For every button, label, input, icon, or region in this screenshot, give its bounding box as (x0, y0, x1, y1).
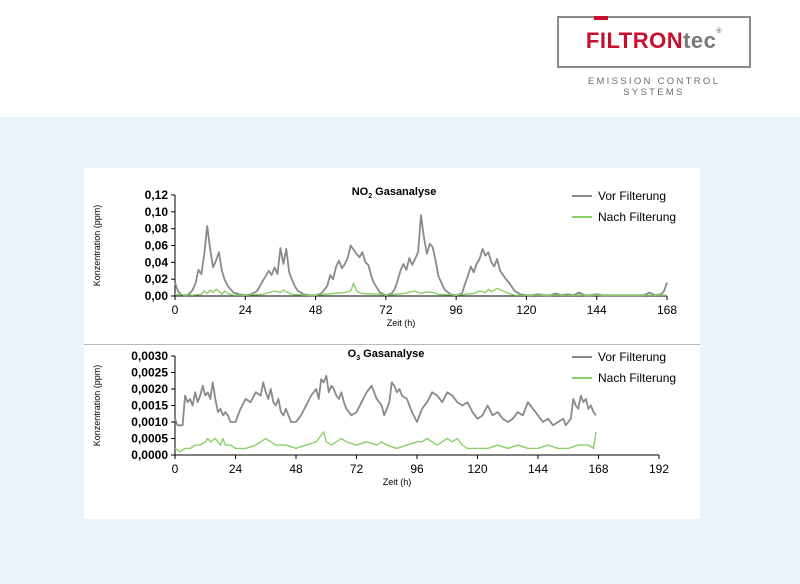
chart-1-y-tick-label: 0,0010 (131, 415, 168, 429)
chart-0-x-tick-label: 168 (656, 303, 678, 317)
chart-0-y-axis-label: Konzentration (ppm) (92, 204, 102, 287)
chart-0-x-tick-label: 24 (238, 303, 252, 317)
chart-0-x-tick-label: 120 (516, 303, 537, 317)
chart-1-y-tick-label: 0,0020 (131, 382, 168, 396)
chart-1-x-axis-label: Zeit (h) (382, 477, 412, 487)
chart-0-y-tick-label: 0,06 (144, 238, 168, 253)
chart-1-y-tick-label: 0,0000 (131, 448, 168, 462)
chart-0-legend-label: Vor Filterung (598, 189, 667, 203)
chart-0-y-tick-label: 0,12 (144, 188, 168, 202)
chart-1-x-tick-label: 144 (527, 462, 549, 476)
chart-1-x-tick-label: 168 (588, 462, 609, 476)
logo-brand-gray: tec (683, 28, 717, 53)
logo-tagline: EMISSION CONTROL SYSTEMS (587, 76, 721, 98)
chart-0-series-line-nach (175, 283, 667, 295)
chart-0-y-tick-label: 0,00 (144, 289, 168, 303)
chart-0-y-tick-label: 0,04 (144, 255, 168, 270)
chart-0-x-tick-label: 48 (308, 303, 323, 317)
chart-1-y-axis-label: Konzentration (ppm) (92, 364, 102, 447)
chart-0-y-tick-label: 0,10 (144, 204, 168, 219)
chart-0-legend-label: Nach Filterung (598, 210, 677, 224)
figure-panel (84, 168, 700, 519)
o3-chart (84, 345, 700, 519)
chart-1-x-tick-label: 0 (171, 462, 179, 476)
chart-1-y-tick-label: 0,0005 (131, 431, 168, 446)
chart-0-series-line-vor (175, 215, 667, 295)
chart-1-x-tick-label: 192 (648, 462, 670, 476)
chart-1-y-tick-label: 0,0015 (131, 398, 168, 413)
logo-accent-bar (594, 16, 608, 20)
chart-0-title: $NO_2$ Gasanalyse (351, 186, 437, 200)
chart-1-title: $O_3$ Gasanalyse (347, 348, 425, 362)
chart-0-y-tick-label: 0,02 (144, 272, 168, 287)
chart-1-series-line-vor (175, 376, 596, 426)
company-logo (557, 16, 751, 98)
no2-chart (84, 168, 700, 344)
logo-registered-mark: ® (716, 28, 723, 35)
chart-0-x-tick-label: 72 (379, 303, 393, 317)
chart-1-x-tick-label: 120 (467, 462, 488, 476)
chart-0-x-tick-label: 96 (449, 303, 463, 317)
chart-1-y-tick-label: 0,0030 (131, 349, 168, 363)
chart-1-series-line-nach (175, 432, 596, 452)
chart-1-x-tick-label: 24 (228, 462, 243, 476)
chart-0-x-axis-label: Zeit (h) (386, 318, 416, 328)
chart-1-legend-label: Vor Filterung (598, 350, 667, 364)
logo-brand-red: FILTRON (585, 28, 684, 53)
chart-0-x-tick-label: 144 (586, 303, 607, 317)
chart-0-x-tick-label: 0 (171, 303, 179, 317)
chart-1-x-tick-label: 48 (289, 462, 303, 476)
chart-1-y-tick-label: 0,0025 (131, 365, 168, 380)
chart-1-x-tick-label: 96 (410, 462, 424, 476)
chart-1-x-tick-label: 72 (349, 462, 364, 476)
chart-1-legend-label: Nach Filterung (598, 371, 677, 385)
chart-0-y-tick-label: 0,08 (144, 221, 168, 236)
logo-wordmark (559, 28, 749, 54)
logo-frame (557, 16, 751, 68)
